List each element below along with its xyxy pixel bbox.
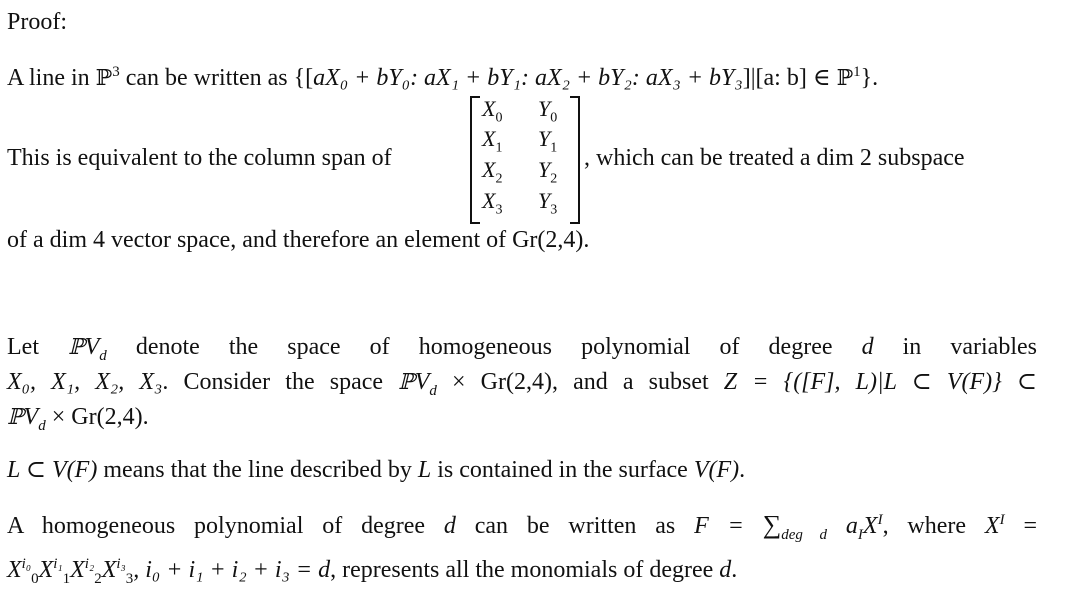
matrix-cell-x0: $X_0$ [482, 96, 503, 126]
left-bracket [470, 96, 480, 224]
projective-symbol: ℙ [95, 66, 113, 91]
matrix-cell-y0: $Y_0$ [538, 96, 558, 126]
span-sentence-continuation: of a dim 4 vector space, and therefore an element of Gr(2,4). [7, 227, 590, 253]
p1-exponent: 1 [853, 64, 861, 80]
line-text-a: A line in [7, 65, 96, 91]
paragraph-4-line-2: $X^{i_0}_0X^{i_1}_1X^{i_2}_2X^{i_3}_3$, i₀ + i₁ + i₂ + i₃ = d, represents all the monomials of degree d. [7, 556, 738, 587]
paragraph-2-line-3: ℙV$_d$ × Gr(2,4). [7, 404, 149, 434]
matrix-cell-x2: $X_2$ [482, 157, 503, 187]
line-text-b: can be written as {[ [119, 65, 314, 91]
right-bracket [570, 96, 580, 224]
proof-heading: Proof: [7, 9, 67, 35]
matrix-cell-x3: $X_3$ [482, 188, 503, 218]
line-expression: aX₀ + bY₀: aX₁ + bY₁: aX₂ + bY₂: aX₃ + bY₃ [313, 65, 743, 91]
matrix-cell-x1: $X_1$ [482, 126, 503, 156]
line-text-c: ]|[a: b] ∈ [742, 65, 837, 91]
paragraph-4-line-1: A homogeneous polynomial of degree d can be written as $F = \sum_{deg d}$ $a_IX^I$, where $X^I$ = [7, 510, 1037, 543]
p3-exponent: 3 [112, 64, 120, 80]
coordinate-matrix [468, 94, 582, 222]
paragraph-3: L ⊂ V(F) means that the line described by L is contained in the surface V(F). [7, 457, 746, 483]
matrix-cell-y1: $Y_1$ [538, 126, 558, 156]
pvd-symbol: ℙV$_d$ [68, 334, 107, 364]
span-sentence-after: , which can be treated a dim 2 subspace [584, 145, 965, 171]
matrix-cell-y2: $Y_2$ [538, 157, 558, 187]
paragraph-2-line-1: Let ℙV$_d$ denote the space of homogeneous polynomial of degree d in variables [7, 334, 1037, 364]
line-definition [7, 64, 878, 93]
span-sentence-before: This is equivalent to the column span of [7, 145, 392, 171]
matrix-cell-y3: $Y_3$ [538, 188, 558, 218]
line-text-d: }. [860, 65, 879, 91]
projective-symbol-2: ℙ [836, 66, 854, 91]
paragraph-2-line-2: X₀, X₁, X₂, X₃. Consider the space ℙV$_d$ × Gr(2,4), and a subset Z = {([F], L)|L ⊂ V(F)} ⊂ [7, 369, 1037, 399]
